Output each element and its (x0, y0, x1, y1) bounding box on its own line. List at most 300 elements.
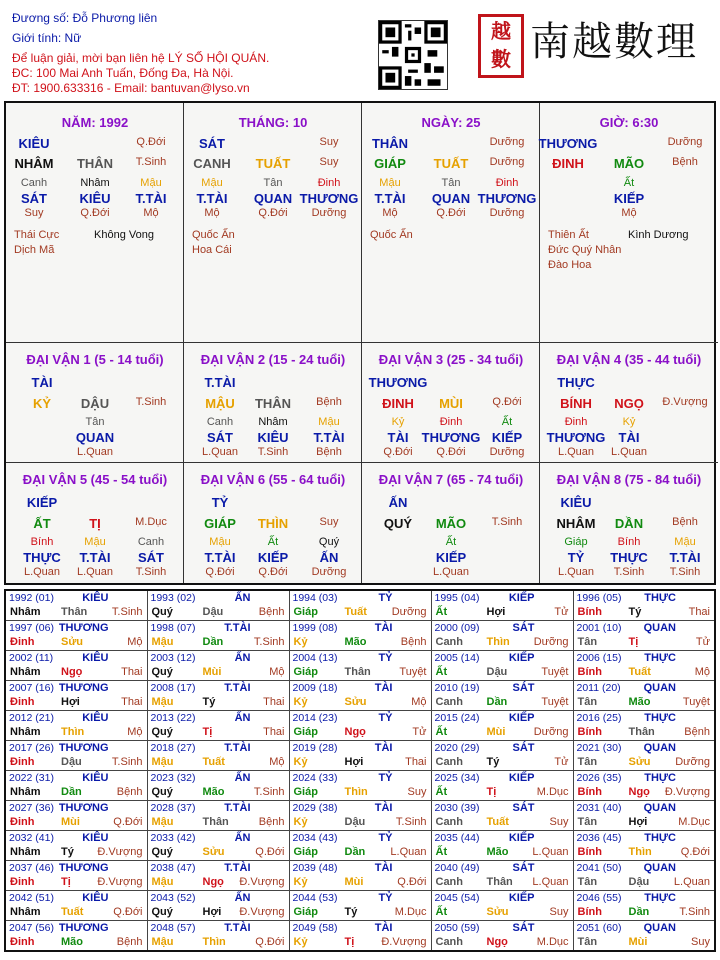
star-left: Đào Hoa (548, 259, 592, 271)
ten-god-label: THƯƠNG (538, 136, 598, 151)
ten-god-label: THƯƠNG (368, 375, 428, 390)
stage-label: Bệnh (672, 516, 698, 528)
heavenly-stem: QUÝ (383, 516, 413, 531)
year-label: 2002 (11) (9, 652, 54, 664)
star-left: Thái Cực (14, 229, 60, 241)
year-stage: M.Dục (536, 786, 569, 798)
year-branch: Mão (344, 636, 367, 648)
ten-god-label: T.TÀI (204, 375, 236, 390)
year-stage: Bệnh (684, 726, 710, 738)
year-stem: Giáp (293, 606, 318, 618)
year-branch: Dậu (486, 666, 508, 678)
earthly-branch: DẦN (614, 516, 644, 531)
year-cell (431, 621, 573, 651)
year-stage: Tử (412, 726, 427, 738)
year-ten-god: ẤN (234, 652, 251, 664)
year-ten-god: KIÊU (82, 712, 109, 724)
year-ten-god: TÀI (374, 922, 393, 934)
year-row (5, 621, 715, 651)
hidden-stem: Đinh (439, 416, 463, 428)
hidden-stem: Canh (137, 536, 165, 548)
year-cell (573, 741, 715, 771)
year-ten-god: ẤN (234, 892, 251, 904)
heavenly-stem: ĐINH (552, 156, 584, 171)
hidden-ten-god: THƯƠNG (477, 191, 537, 206)
year-branch: Sửu (61, 636, 84, 648)
year-stage: Tử (554, 756, 569, 768)
year-label: 1998 (07) (150, 622, 196, 634)
year-label: 2036 (45) (576, 832, 622, 844)
hidden-stem: Mậu (318, 416, 340, 428)
hidden-stem: Ất (445, 536, 457, 548)
stage-label: Dưỡng (667, 136, 703, 148)
year-stage: Thai (121, 696, 143, 708)
year-label: 2034 (43) (292, 832, 338, 844)
year-cell (289, 831, 431, 861)
year-stem: Quý (151, 846, 173, 858)
year-stem: Quý (151, 666, 173, 678)
hidden-ten-god: SÁT (21, 191, 47, 206)
year-branch: Thân (628, 726, 655, 738)
year-cell (5, 681, 147, 711)
hidden-stem: Tân (441, 177, 461, 189)
year-label: 2019 (28) (292, 742, 338, 754)
year-label: 1999 (08) (292, 622, 338, 634)
year-branch: Dậu (628, 876, 650, 888)
year-ten-god: THƯƠNG (58, 742, 109, 754)
year-branch: Mùi (202, 666, 222, 678)
year-cell (573, 771, 715, 801)
hidden-stem: Kỷ (391, 416, 405, 428)
hidden-stage: L.Quan (76, 566, 114, 578)
year-branch: Ngọ (344, 726, 366, 738)
hidden-stage: Mộ (621, 207, 637, 219)
stage-label: T.Sinh (135, 156, 167, 168)
hidden-stem: Canh (206, 416, 234, 428)
year-cell (289, 741, 431, 771)
pillar-title: GIỜ: 6:30 (599, 115, 659, 130)
hidden-ten-god: SÁT (138, 550, 164, 565)
year-label: 2008 (17) (150, 682, 196, 694)
year-stage: Bệnh (400, 636, 427, 648)
year-stem: Tân (577, 696, 598, 708)
stage-label: Suy (319, 136, 339, 148)
year-cell (431, 771, 573, 801)
hidden-ten-god: T.TÀI (79, 550, 111, 565)
year-branch: Mùi (344, 876, 364, 888)
earthly-branch: MÃO (613, 156, 645, 171)
dai-van-title: ĐẠI VẬN 8 (75 - 84 tuổi) (556, 472, 702, 487)
year-ten-god: THỰC (644, 712, 676, 724)
year-stage: Thai (263, 696, 285, 708)
dai-van-title: ĐẠI VẬN 1 (5 - 14 tuổi) (26, 352, 164, 367)
hidden-ten-god: QUAN (431, 191, 471, 206)
year-cell (431, 711, 573, 741)
year-ten-god: SÁT (512, 802, 535, 814)
hidden-stage: Q.Đới (383, 446, 413, 458)
hidden-stage: L.Quan (76, 446, 114, 458)
year-stem: Giáp (293, 786, 318, 798)
year-stem: Bính (577, 906, 602, 918)
stage-label: T.Sinh (491, 516, 523, 528)
year-label: 1995 (04) (434, 592, 480, 604)
year-cell (289, 771, 431, 801)
brand-logo: 南越數理 (530, 19, 698, 65)
hidden-stem: Canh (20, 177, 48, 189)
year-stem: Canh (435, 756, 463, 768)
year-label: 2000 (09) (434, 622, 480, 634)
year-stage: Mộ (127, 636, 143, 648)
year-stem: Ất (435, 906, 448, 918)
hidden-ten-god: T.TÀI (135, 191, 167, 206)
year-ten-god: T.TÀI (224, 862, 251, 874)
year-cell (5, 921, 147, 952)
star-left: Thiên Ất (548, 229, 589, 241)
year-stage: Q.Đới (113, 906, 143, 918)
year-stem: Nhâm (10, 606, 41, 618)
year-cell (431, 590, 573, 621)
year-ten-god: TỶ (378, 892, 393, 904)
dai-van-1 (6, 343, 184, 463)
heavenly-stem: GIÁP (374, 156, 406, 171)
heavenly-stem: ẤT (33, 516, 51, 531)
hidden-stage: Dưỡng (311, 566, 347, 578)
year-branch: Dậu (61, 756, 82, 768)
earthly-branch: DẬU (80, 396, 110, 411)
year-stage: Mộ (411, 696, 427, 708)
hidden-ten-god: TÀI (387, 430, 409, 445)
hidden-ten-god: QUAN (75, 430, 115, 445)
hidden-stem: Tân (85, 416, 105, 428)
year-cell (5, 621, 147, 651)
year-cell (431, 741, 573, 771)
year-branch: Thân (486, 876, 513, 888)
year-stem: Mậu (151, 816, 174, 828)
year-ten-god: SÁT (512, 682, 535, 694)
year-stage: T.Sinh (253, 636, 285, 648)
year-label: 2009 (18) (292, 682, 338, 694)
heavenly-stem: NHÂM (14, 156, 54, 171)
earthly-branch: THÂN (76, 156, 114, 171)
hidden-stage: Mộ (143, 207, 159, 219)
hidden-stage: Q.Đới (258, 207, 288, 219)
hidden-stage: L.Quan (610, 446, 648, 458)
year-cell (5, 741, 147, 771)
year-stem: Bính (577, 666, 602, 678)
year-branch: Sửu (628, 756, 651, 768)
year-stem: Bính (577, 726, 602, 738)
year-label: 2027 (36) (9, 802, 54, 814)
year-branch: Tuất (344, 606, 367, 618)
year-ten-god: KIÊU (82, 592, 109, 604)
year-ten-god: QUAN (643, 862, 676, 874)
year-stem: Mậu (151, 636, 174, 648)
hidden-stem: Mậu (140, 177, 162, 189)
year-stage: Thai (405, 756, 427, 768)
year-branch: Tuất (486, 816, 509, 828)
ten-god-label: KIÊU (560, 495, 592, 510)
hidden-stage: Suy (24, 207, 44, 219)
hidden-stem: Ất (267, 536, 279, 548)
dai-van-7 (362, 463, 540, 583)
year-stage: Thai (263, 726, 285, 738)
year-stage: Q.Đới (680, 846, 710, 858)
year-label: 2001 (10) (576, 622, 622, 634)
year-stem: Ất (435, 726, 448, 738)
year-branch: Tuất (628, 666, 651, 678)
year-ten-god: KIẾP (508, 832, 535, 844)
client-name: Đương số: Đỗ Phương liên (12, 11, 158, 25)
year-ten-god: TỶ (378, 712, 393, 724)
hidden-stage: Dưỡng (489, 446, 525, 458)
year-stem: Kỷ (293, 816, 308, 828)
year-cell (573, 831, 715, 861)
year-label: 2018 (27) (150, 742, 196, 754)
year-ten-god: THỰC (644, 832, 676, 844)
year-cell (147, 621, 289, 651)
hidden-ten-god: SÁT (207, 430, 233, 445)
year-label: 2038 (47) (150, 862, 196, 874)
hidden-ten-god: KIẾP (613, 191, 645, 206)
year-branch: Mão (202, 786, 225, 798)
year-cell (5, 651, 147, 681)
year-stage: Đ.Vượng (381, 936, 427, 948)
year-cell (573, 590, 715, 621)
year-label: 2013 (22) (150, 712, 196, 724)
hidden-stage: Q.Đới (205, 566, 235, 578)
year-ten-god: T.TÀI (224, 802, 251, 814)
stage-label: Dưỡng (489, 136, 525, 148)
star-left: Dịch Mã (14, 244, 55, 256)
dai-van-title: ĐẠI VẬN 6 (55 - 64 tuổi) (200, 472, 346, 487)
hidden-stage: L.Quan (557, 446, 595, 458)
stage-label: T.Sinh (135, 396, 167, 408)
year-label: 2042 (51) (9, 892, 54, 904)
hidden-stage: Q.Đới (436, 446, 466, 458)
year-ten-god: TỶ (378, 652, 393, 664)
year-cell (147, 590, 289, 621)
year-stage: Suy (407, 786, 427, 798)
year-ten-god: QUAN (643, 682, 676, 694)
year-stage: M.Dục (394, 906, 427, 918)
star-right: Không Vong (94, 229, 154, 241)
year-label: 2020 (29) (434, 742, 480, 754)
year-label: 1994 (03) (292, 592, 338, 604)
year-ten-god: THỰC (644, 652, 676, 664)
hidden-stage: Bệnh (316, 446, 342, 458)
year-stem: Kỷ (293, 636, 308, 648)
year-cell (5, 801, 147, 831)
stage-label: Suy (319, 156, 339, 168)
year-ten-god: TỶ (378, 832, 393, 844)
bazi-chart (4, 101, 716, 585)
year-label: 1996 (05) (576, 592, 622, 604)
pillar-1 (6, 103, 184, 343)
year-stage: Đ.Vượng (239, 876, 285, 888)
year-stem: Mậu (151, 696, 174, 708)
year-cell (5, 861, 147, 891)
heavenly-stem: MẬU (205, 396, 235, 411)
heavenly-stem: CANH (193, 156, 231, 171)
year-branch: Mão (486, 846, 509, 858)
year-label: 2017 (26) (9, 742, 54, 754)
ten-god-label: THÂN (371, 136, 409, 151)
year-branch: Mùi (486, 726, 506, 738)
year-branch: Thìn (61, 726, 85, 738)
hidden-ten-god: QUAN (253, 191, 293, 206)
hidden-stem: Mậu (674, 536, 696, 548)
year-ten-god: KIẾP (508, 712, 535, 724)
year-stem: Kỷ (293, 876, 308, 888)
year-label: 2025 (34) (434, 772, 480, 784)
year-stem: Đinh (10, 696, 35, 708)
year-ten-god: THƯƠNG (58, 862, 109, 874)
hidden-stem: Mậu (201, 177, 223, 189)
year-row (5, 921, 715, 952)
year-ten-god: SÁT (512, 622, 535, 634)
hidden-stem: Mậu (209, 536, 231, 548)
year-cell (147, 801, 289, 831)
year-stage: T.Sinh (253, 786, 285, 798)
year-cell (5, 831, 147, 861)
year-stem: Kỷ (293, 936, 308, 948)
year-stage: Thai (121, 666, 143, 678)
ten-god-label: THỰC (557, 375, 595, 390)
ten-god-label: KIẾP (26, 495, 58, 510)
year-ten-god: SÁT (512, 742, 535, 754)
year-ten-god: KIÊU (82, 892, 109, 904)
hidden-ten-god: KIÊU (257, 430, 289, 445)
star-left: Hoa Cái (192, 244, 232, 256)
year-label: 2040 (49) (434, 862, 480, 874)
year-stem: Đinh (10, 816, 35, 828)
hidden-stage: T.Sinh (135, 566, 167, 578)
year-branch: Mão (628, 696, 651, 708)
phone-email: ĐT: 1900.633316 - Email: bantuvan@lyso.vn (12, 81, 250, 95)
year-cell (573, 921, 715, 952)
ten-god-label: KIÊU (18, 136, 50, 151)
dai-van-2 (184, 343, 362, 463)
year-branch: Thìn (202, 936, 226, 948)
year-stage: Tuyệt (682, 696, 710, 708)
year-label: 2004 (13) (292, 652, 338, 664)
year-cell (5, 891, 147, 921)
year-stem: Giáp (293, 666, 318, 678)
year-branch: Dần (486, 696, 508, 708)
dai-van-title: ĐẠI VẬN 5 (45 - 54 tuổi) (22, 472, 168, 487)
year-row (5, 590, 715, 621)
year-branch: Hợi (344, 756, 364, 768)
heavenly-stem: ĐINH (382, 396, 414, 411)
star-right: Kình Dương (628, 229, 689, 241)
year-cell (431, 801, 573, 831)
year-ten-god: KIÊU (82, 772, 109, 784)
stage-label: Bệnh (672, 156, 698, 168)
year-branch: Ngọ (202, 876, 224, 888)
year-ten-god: T.TÀI (224, 922, 251, 934)
year-stem: Đinh (10, 636, 35, 648)
pillar-3 (362, 103, 540, 343)
year-stage: Suy (549, 906, 569, 918)
year-label: 2037 (46) (9, 862, 54, 874)
year-label: 2024 (33) (292, 772, 338, 784)
year-stage: Mộ (127, 726, 143, 738)
year-stem: Kỷ (293, 696, 308, 708)
dai-van-8 (540, 463, 718, 583)
year-cell (431, 921, 573, 952)
year-stem: Tân (577, 936, 598, 948)
year-stage: Đ.Vượng (97, 846, 143, 858)
dai-van-title: ĐẠI VẬN 3 (25 - 34 tuổi) (378, 352, 524, 367)
year-label: 2028 (37) (150, 802, 196, 814)
red-seal-logo: 越 數 (478, 14, 524, 78)
year-cell (147, 741, 289, 771)
year-ten-god: KIÊU (82, 652, 109, 664)
dai-van-title: ĐẠI VẬN 2 (15 - 24 tuổi) (200, 352, 346, 367)
year-ten-god: THỰC (644, 592, 676, 604)
earthly-branch: MÙI (439, 396, 463, 411)
year-cell (147, 711, 289, 741)
year-branch: Mùi (628, 936, 648, 948)
ten-god-label: TÀI (31, 375, 53, 390)
hidden-stage: T.Sinh (669, 566, 701, 578)
year-cell (289, 801, 431, 831)
hidden-stem: Đinh (317, 177, 341, 189)
year-ten-god: ẤN (234, 832, 251, 844)
year-cell (431, 651, 573, 681)
year-ten-god: TÀI (374, 802, 393, 814)
annual-luck-table (4, 589, 716, 952)
year-branch: Thân (202, 816, 229, 828)
year-ten-god: TÀI (374, 742, 393, 754)
year-stage: Đ.Vượng (239, 906, 285, 918)
stage-label: Bệnh (316, 396, 342, 408)
hidden-ten-god: KIÊU (79, 191, 111, 206)
stage-label: Dưỡng (489, 156, 525, 168)
hidden-stem: Đinh (564, 416, 588, 428)
hidden-ten-god: KIẾP (491, 430, 523, 445)
year-label: 2007 (16) (9, 682, 54, 694)
year-ten-god: THƯƠNG (58, 802, 109, 814)
year-cell (147, 681, 289, 711)
year-row (5, 831, 715, 861)
year-stem: Nhâm (10, 846, 41, 858)
year-cell (289, 621, 431, 651)
year-stage: Tử (554, 606, 569, 618)
year-label: 2006 (15) (576, 652, 622, 664)
year-ten-god: THƯƠNG (58, 622, 109, 634)
hidden-ten-god: KIẾP (257, 550, 289, 565)
year-stem: Canh (435, 936, 463, 948)
stage-label: Q.Đới (492, 396, 522, 408)
year-ten-god: TÀI (374, 862, 393, 874)
year-stage: Q.Đới (255, 846, 285, 858)
year-cell (147, 921, 289, 952)
hidden-stem: Đinh (495, 177, 519, 189)
year-stage: L.Quan (390, 846, 427, 858)
year-label: 1997 (06) (9, 622, 54, 634)
year-branch: Hợi (202, 906, 222, 918)
year-stage: Thai (688, 606, 710, 618)
year-branch: Dần (344, 846, 366, 858)
year-stage: Q.Đới (255, 936, 285, 948)
year-stage: Dưỡng (533, 636, 569, 648)
year-row (5, 861, 715, 891)
year-stem: Tân (577, 756, 598, 768)
year-row (5, 651, 715, 681)
hidden-stage: L.Quan (557, 566, 595, 578)
ten-god-label: SÁT (199, 136, 225, 151)
